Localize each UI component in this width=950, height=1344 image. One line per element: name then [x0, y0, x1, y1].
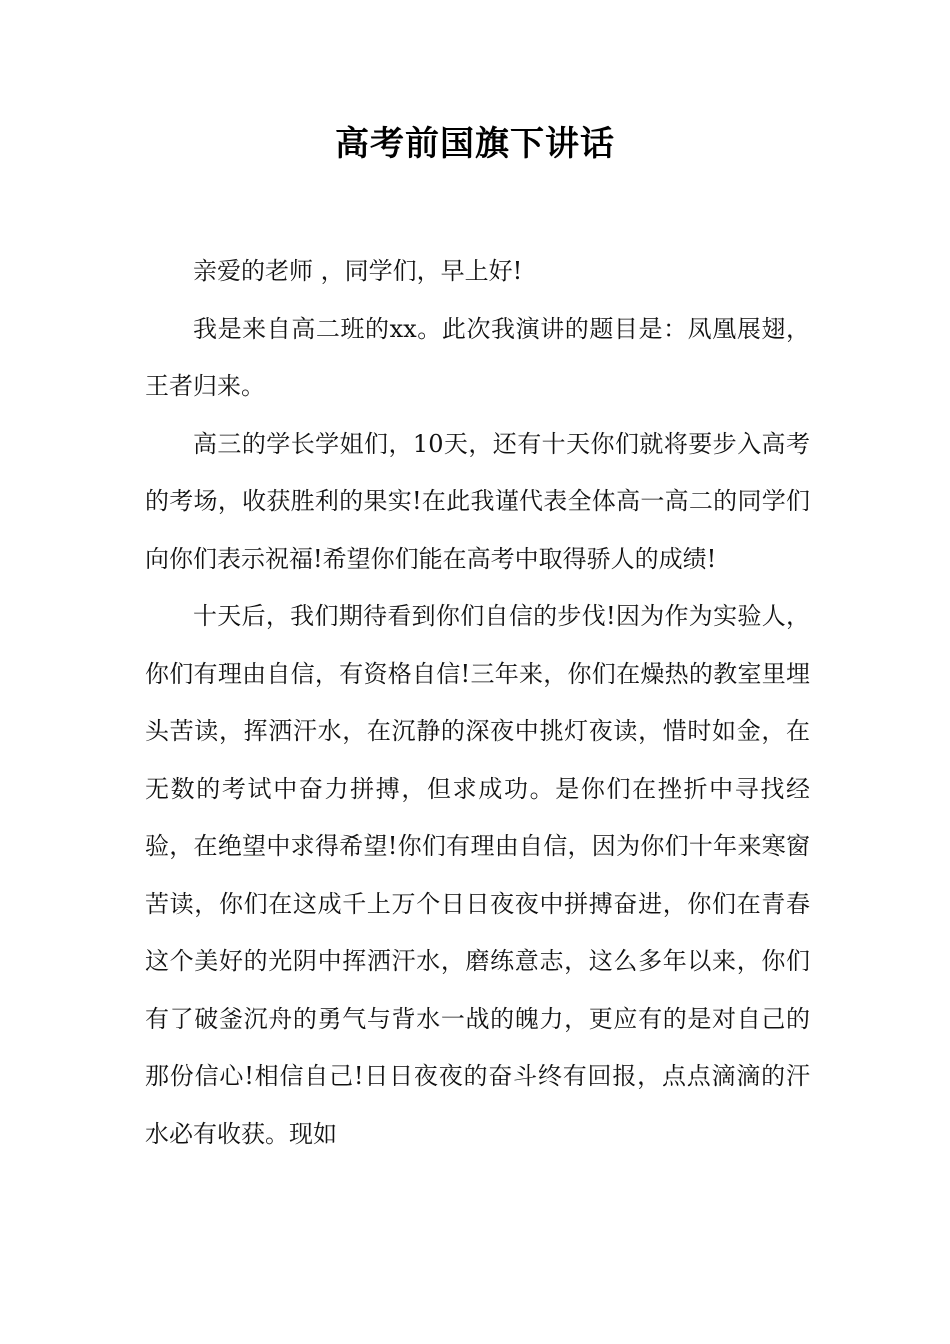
paragraph-encouragement: 十天后，我们期待看到你们自信的步伐!因为作为实验人，你们有理由自信，有资格自信!三年来，你们在燥热的教室里埋头苦读，挥洒汗水，在沉静的深夜中挑灯夜读，惜时如金，在无数的考试中奋力拼搏，但求成功。是你们在挫折中寻找经验，在绝望中求得希望!你们有理由自信，因为你们十年来寒窗苦读，你们在这成千上万个日日夜夜中拼搏奋进，你们在青春这个美好的光阴中挥洒汗水，磨练意志，这么多年以来，你们有了破釜沉舟的勇气与背水一战的魄力，更应有的是对自己的那份信心!相信自己!日日夜夜的奋斗终有回报，点点滴滴的汗水必有收获。现如 [145, 602, 810, 1148]
paragraph-blessing: 高三的学长学姐们，10天，还有十天你们就将要步入高考的考场，收获胜利的果实!在此我谨代表全体高一高二的同学们向你们表示祝福!希望你们能在高考中取得骄人的成绩! [145, 429, 810, 573]
document-title: 高考前国旗下讲话 [335, 124, 615, 164]
paragraph-greeting: 亲爱的老师 ，同学们，早上好! [193, 257, 523, 285]
paragraph-introduction: 我是来自高二班的xx。此次我演讲的题目是：凤凰展翅，王者归来。 [145, 314, 810, 400]
document-body [145, 243, 810, 1163]
